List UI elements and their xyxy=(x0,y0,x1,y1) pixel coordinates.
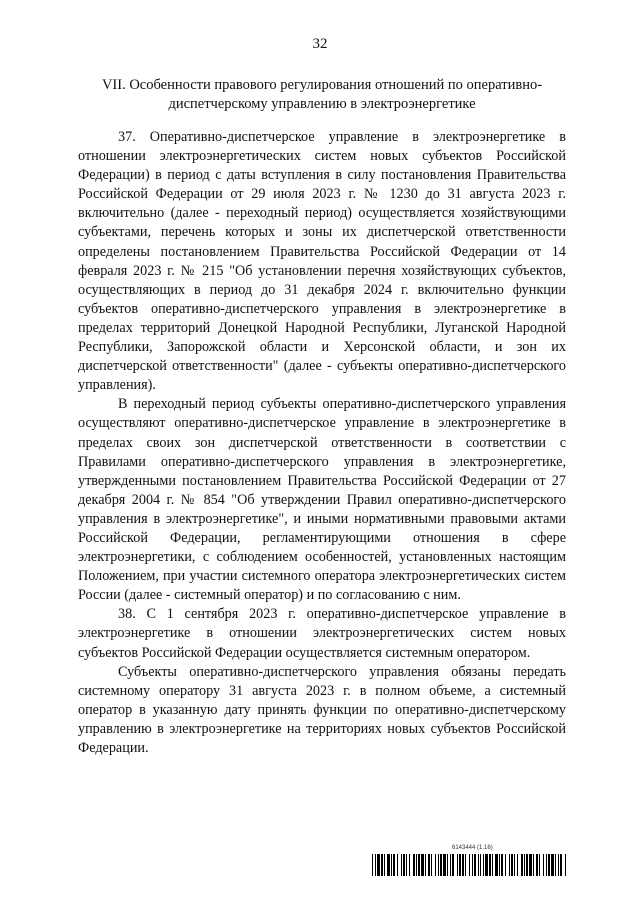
barcode-bar xyxy=(474,854,476,876)
barcode-bar xyxy=(529,854,532,876)
barcode-bar xyxy=(438,854,439,876)
barcode-bar xyxy=(391,854,392,876)
section-heading: VII. Особенности правового регулирования отношений по оперативно-диспетчерскому управлению в электроэнергетике xyxy=(101,77,543,112)
barcode-bar xyxy=(499,854,500,876)
barcode-bar xyxy=(377,854,380,876)
barcode-bar xyxy=(406,854,407,876)
barcode-bar xyxy=(526,854,528,876)
barcode-bar xyxy=(480,854,481,876)
barcode-bar xyxy=(521,854,523,876)
barcode-bar xyxy=(546,854,547,876)
barcode-bar xyxy=(517,854,518,876)
barcode-bar xyxy=(413,854,415,876)
barcode-bar xyxy=(447,854,448,876)
barcode-bar xyxy=(511,854,513,876)
barcode-bar xyxy=(435,854,436,876)
barcode-bar xyxy=(505,854,506,876)
barcode-bar xyxy=(489,854,491,876)
barcode-bar xyxy=(397,854,398,876)
barcode-bar xyxy=(443,854,446,876)
barcode-bar xyxy=(381,854,383,876)
barcode-icon xyxy=(372,854,566,876)
barcode-bar xyxy=(560,854,562,876)
barcode-bar xyxy=(450,854,451,876)
barcode-bar xyxy=(514,854,515,876)
barcode-bar xyxy=(536,854,538,876)
barcode-bar xyxy=(543,854,544,876)
paragraph-transition-period: В переходный период субъекты оперативно-диспетчерского управления осуществляют оперативно-диспетчерское управление в электроэнергетике в пределах своих зон диспетчерской ответственности в соответствии с Правилами оперативно-диспетчерского управления в электроэнергетике, утвержденными постановлением Правительства Российской Федерации от 27 декабря 2004 г. № 854 "Об утверждении Правил оперативно-диспетчерского управления в электроэнергетике", и иными нормативными правовыми актами Российской Федерации, регламентирующими отношения в сфере электроэнергетики, с соблюдением особенностей, установленных настоящим Положением, при участии системного оператора электроэнергетических систем России (далее - системный оператор) и по согласованию с ним. xyxy=(78,396,566,604)
barcode-bar xyxy=(431,854,432,876)
barcode-bar xyxy=(565,854,566,876)
paragraph-37: 37. Оперативно-диспетчерское управление в электроэнергетике в отношении электроэнергетических систем новых субъектов Российской Федерации) в период с даты вступления в силу постановления Правительства Российской Федерации от 29 июля 2023 г. № 1230 до 31 августа 2023 г. включительно (далее - переходный период) осуществляется хозяйствующими субъектами, перечень которых и зоны их диспетчерской ответственности определены постановлением Правительства Российской Федерации от 14 февраля 2023 г. № 215 "Об установлении перечня хозяйствующих субъектов, осуществляющих в период до 31 декабря 2024 г. включительно функции субъектов оперативно-диспетчерского управления в электроэнергетике в пределах территорий Донецкой Народной Республики, Луганской Народной Республики, Запорожской области и Херсонской области, и зон их диспетчерской ответственности" (далее - субъекты оперативно-диспетчерского управления). xyxy=(78,129,566,394)
barcode-bar xyxy=(483,854,484,876)
barcode-bar xyxy=(428,854,430,876)
barcode-bar xyxy=(465,854,466,876)
barcode-bar xyxy=(425,854,426,876)
barcode-bar xyxy=(501,854,503,876)
barcode-bar xyxy=(440,854,442,876)
page-number: 32 xyxy=(312,36,328,52)
barcode-bar xyxy=(485,854,488,876)
barcode-bar xyxy=(372,854,373,876)
barcode-bar xyxy=(533,854,534,876)
paragraph-transfer-obligation: Субъекты оперативно-диспетчерского управления обязаны передать системному оператору 31 августа 2023 г. в полном объеме, а системный оператор в указанную дату принять функции по оперативно-диспетчерскому управлению в электроэнергетике на территориях новых субъектов Российской Федерации. xyxy=(78,663,566,756)
barcode-bar xyxy=(472,854,473,876)
barcode-bar xyxy=(478,854,479,876)
barcode-bar xyxy=(416,854,417,876)
barcode-bar xyxy=(418,854,420,876)
barcode-bar xyxy=(452,854,454,876)
barcode-bar xyxy=(509,854,510,876)
barcode-bar xyxy=(495,854,498,876)
barcode-bar xyxy=(403,854,405,876)
barcode-bar xyxy=(492,854,493,876)
barcode-bar xyxy=(558,854,559,876)
barcode-bar xyxy=(555,854,556,876)
barcode-bar xyxy=(384,854,385,876)
barcode-bar xyxy=(421,854,424,876)
document-code: 6143444 (1.16) xyxy=(452,845,493,851)
barcode-bar xyxy=(375,854,376,876)
barcode-bar xyxy=(401,854,402,876)
barcode-bar xyxy=(539,854,540,876)
barcode-bar xyxy=(409,854,410,876)
barcode-bar xyxy=(457,854,458,876)
paragraph-38: 38. С 1 сентября 2023 г. оперативно-диспетчерское управление в электроэнергетике в отношении электроэнергетических систем новых субъектов Российской Федерации осуществляется системным оператором. xyxy=(78,606,566,661)
document-body xyxy=(78,128,566,758)
barcode-bar xyxy=(462,854,464,876)
barcode-bar xyxy=(387,854,390,876)
barcode-bar xyxy=(459,854,461,876)
barcode-bar xyxy=(393,854,395,876)
barcode-bar xyxy=(548,854,550,876)
barcode-bar xyxy=(524,854,525,876)
barcode-bar xyxy=(469,854,470,876)
barcode-bar xyxy=(551,854,554,876)
